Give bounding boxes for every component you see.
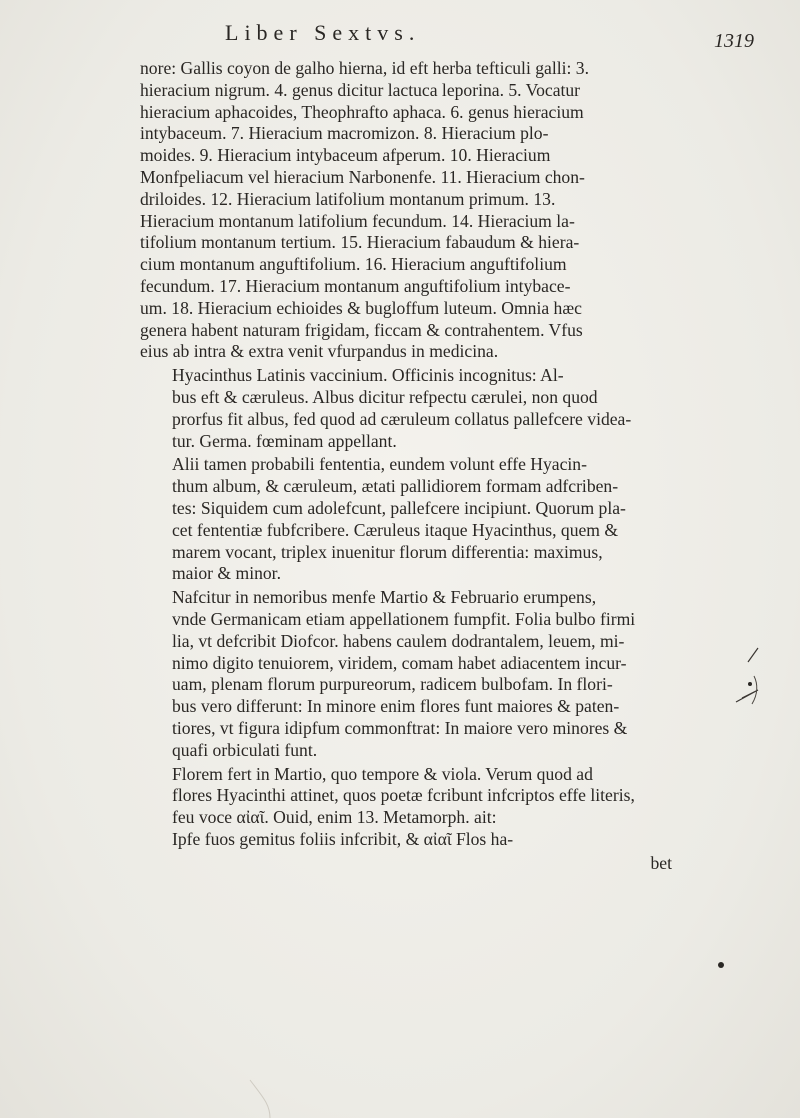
text-line: Monfpeliacum vel hieracium Narbonenfe. 11. Hieracium chon- bbox=[140, 166, 585, 187]
text-line: um. 18. Hieracium echioides & bugloffum luteum. Omnia hæc bbox=[140, 297, 582, 318]
text-line: feu voce αἰαῖ. Ouid, enim 13. Metamorph. ait: bbox=[172, 807, 497, 828]
text-line: nore: Gallis coyon de galho hierna, id eft herba tefticuli galli: 3. bbox=[140, 58, 589, 78]
catchword: bet bbox=[650, 852, 672, 873]
text-line: cet fententiæ fubfcribere. Cæruleus itaque Hyacinthus, quem & bbox=[172, 519, 619, 540]
paragraph bbox=[140, 454, 680, 585]
running-title: Liber Sextvs. bbox=[225, 20, 421, 45]
text-line: tifolium montanum tertium. 15. Hieracium fabaudum & hiera- bbox=[140, 232, 580, 253]
text-line: thum album, & cæruleum, ætati pallidiorem formam adfcriben- bbox=[172, 476, 619, 497]
text-line: eius ab intra & extra venit vfurpandus in medicina. bbox=[140, 341, 499, 362]
paragraph bbox=[140, 58, 680, 363]
text-line: Ipfe fuos gemitus foliis infcribit, & αἰαῖ Flos ha- bbox=[172, 828, 514, 849]
text-line: Hieracium montanum latifolium fecundum. 14. Hieracium la- bbox=[140, 210, 575, 231]
text-line: uam, plenam florum purpureorum, radicem bulbofam. In flori- bbox=[172, 674, 613, 695]
margin-pen-mark bbox=[728, 640, 768, 720]
text-line: cium montanum anguftifolium. 16. Hieracium anguftifolium bbox=[140, 254, 567, 275]
text-line: fecundum. 17. Hieracium montanum anguftifolium intybace- bbox=[140, 275, 571, 296]
page-number: 1319 bbox=[714, 30, 754, 52]
text-line: tur. Germa. fœminam appellant. bbox=[172, 430, 397, 451]
text-line: Nafcitur in nemoribus menfe Martio & Februario erumpens, bbox=[172, 587, 597, 608]
text-line: nimo digito tenuiorem, viridem, comam habet adiacentem incur- bbox=[172, 652, 627, 673]
text-line: vnde Germanicam etiam appellationem fumpfit. Folia bulbo firmi bbox=[172, 608, 636, 629]
text-line: Alii tamen probabili fententia, eundem volunt effe Hyacin- bbox=[172, 454, 587, 475]
margin-dot bbox=[718, 962, 724, 968]
body-text bbox=[140, 58, 680, 874]
text-line: moides. 9. Hieracium intybaceum afperum. 10. Hieracium bbox=[140, 145, 551, 166]
text-line: hieracium aphacoides, Theophrafto aphaca. 6. genus hieracium bbox=[140, 101, 584, 122]
text-line: maior & minor. bbox=[172, 563, 281, 584]
text-line: intybaceum. 7. Hieracium macromizon. 8. Hieracium plo- bbox=[140, 123, 549, 144]
text-line: marem vocant, triplex inuenitur florum differentia: maximus, bbox=[172, 541, 603, 562]
text-line: prorfus fit albus, fed quod ad cæruleum collatus pallefcere videa- bbox=[172, 408, 632, 429]
text-line: bus vero differunt: In minore enim flores funt maiores & paten- bbox=[172, 696, 620, 717]
text-line: Hyacinthus Latinis vaccinium. Officinis incognitus: Al- bbox=[172, 365, 564, 386]
text-line: genera habent naturam frigidam, ficcam & contrahentem. Vfus bbox=[140, 319, 583, 340]
text-line: bus eft & cæruleus. Albus dicitur refpectu cærulei, non quod bbox=[172, 386, 598, 407]
text-line: tiores, vt figura idipfum commonftrat: In maiore vero minores & bbox=[172, 717, 628, 738]
text-line: lia, vt defcribit Diofcor. habens caulem dodrantalem, leuem, mi- bbox=[172, 630, 625, 651]
paragraph bbox=[140, 365, 680, 452]
text-line: quafi orbiculati funt. bbox=[172, 739, 318, 760]
paragraph bbox=[140, 764, 680, 851]
text-line: tes: Siquidem cum adolefcunt, pallefcere incipiunt. Quorum pla- bbox=[172, 497, 626, 518]
text-line: driloides. 12. Hieracium latifolium montanum primum. 13. bbox=[140, 188, 556, 209]
paragraph bbox=[140, 587, 680, 761]
text-line: Florem fert in Martio, quo tempore & viola. Verum quod ad bbox=[172, 763, 593, 784]
text-line: hieracium nigrum. 4. genus dicitur lactuca leporina. 5. Vocatur bbox=[140, 79, 581, 100]
text-line: flores Hyacinthi attinet, quos poetæ fcribunt infcriptos effe literis, bbox=[172, 785, 635, 806]
